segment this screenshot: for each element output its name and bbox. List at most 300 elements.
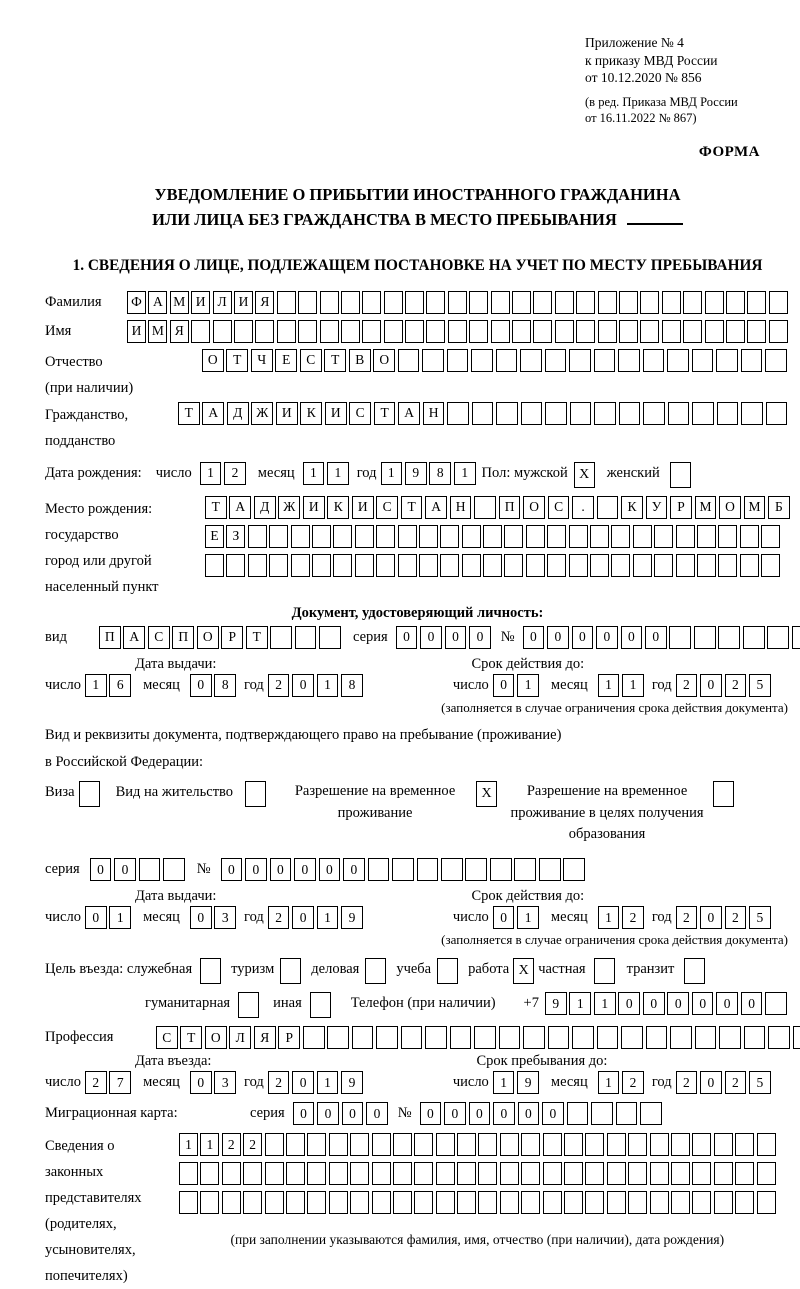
cell[interactable]: 3 xyxy=(214,1071,236,1094)
cell[interactable] xyxy=(234,320,253,343)
cell[interactable]: К xyxy=(621,496,643,519)
cell[interactable] xyxy=(500,1133,519,1156)
cell[interactable] xyxy=(376,525,395,548)
cell[interactable]: И xyxy=(352,496,374,519)
cell[interactable] xyxy=(327,1026,349,1049)
cell[interactable] xyxy=(333,525,352,548)
cell[interactable]: М xyxy=(170,291,189,314)
cell[interactable] xyxy=(222,1191,241,1214)
cell[interactable]: Т xyxy=(401,496,423,519)
valid-month-cells[interactable] xyxy=(598,674,644,697)
until-year-cells[interactable] xyxy=(676,1071,771,1094)
cell[interactable]: А xyxy=(123,626,145,649)
cell[interactable] xyxy=(191,320,210,343)
cell[interactable] xyxy=(320,291,339,314)
cell[interactable] xyxy=(393,1133,412,1156)
cell[interactable]: 1 xyxy=(317,906,339,929)
cell[interactable]: Т xyxy=(324,349,346,372)
cell[interactable] xyxy=(500,1162,519,1185)
cell[interactable] xyxy=(483,554,502,577)
cell[interactable] xyxy=(213,320,232,343)
purpose-other-checkbox[interactable] xyxy=(310,992,331,1018)
cell[interactable] xyxy=(291,554,310,577)
cell[interactable] xyxy=(139,858,161,881)
cell[interactable]: 9 xyxy=(517,1071,539,1094)
cell[interactable] xyxy=(741,349,763,372)
cell[interactable]: 3 xyxy=(214,906,236,929)
cell[interactable]: 7 xyxy=(109,1071,131,1094)
cell[interactable] xyxy=(179,1162,198,1185)
cell[interactable] xyxy=(265,1191,284,1214)
cell[interactable]: Т xyxy=(246,626,268,649)
birth-place-cells-row2[interactable] xyxy=(205,525,790,548)
purpose-work-checkbox[interactable] xyxy=(513,958,534,984)
cell[interactable] xyxy=(200,1191,219,1214)
cell[interactable]: 0 xyxy=(700,674,722,697)
cell[interactable] xyxy=(384,291,403,314)
cell[interactable] xyxy=(393,1191,412,1214)
cell[interactable] xyxy=(405,320,424,343)
cell[interactable] xyxy=(319,626,341,649)
cell[interactable] xyxy=(355,554,374,577)
cell[interactable]: К xyxy=(300,402,322,425)
cell[interactable] xyxy=(200,1162,219,1185)
cell[interactable] xyxy=(671,1191,690,1214)
cell[interactable] xyxy=(671,1133,690,1156)
cell[interactable]: 0 xyxy=(716,992,738,1015)
cell[interactable] xyxy=(726,320,745,343)
cell[interactable] xyxy=(576,320,595,343)
cell[interactable] xyxy=(372,1133,391,1156)
cell[interactable]: М xyxy=(744,496,766,519)
cell[interactable] xyxy=(766,402,788,425)
cell[interactable] xyxy=(714,1191,733,1214)
cell[interactable] xyxy=(248,554,267,577)
cell[interactable] xyxy=(667,349,689,372)
cell[interactable]: 2 xyxy=(268,1071,290,1094)
cell[interactable]: Л xyxy=(229,1026,251,1049)
cell[interactable]: 0 xyxy=(342,1102,364,1125)
cell[interactable]: 0 xyxy=(692,992,714,1015)
cell[interactable] xyxy=(713,781,734,807)
cell[interactable] xyxy=(243,1162,262,1185)
cell[interactable] xyxy=(368,858,390,881)
stay-series-cells[interactable] xyxy=(90,858,185,881)
cell[interactable]: С xyxy=(300,349,322,372)
cell[interactable]: Я xyxy=(254,1026,276,1049)
cell[interactable] xyxy=(543,1162,562,1185)
cell[interactable] xyxy=(419,554,438,577)
cell[interactable]: 0 xyxy=(572,626,594,649)
visa-checkbox[interactable] xyxy=(79,781,100,807)
phone-cells[interactable] xyxy=(545,992,787,1015)
cell[interactable] xyxy=(590,554,609,577)
cell[interactable]: 0 xyxy=(493,906,515,929)
cell[interactable]: 0 xyxy=(523,626,545,649)
cell[interactable] xyxy=(590,525,609,548)
cell[interactable] xyxy=(697,554,716,577)
cell[interactable] xyxy=(569,554,588,577)
cell[interactable] xyxy=(628,1191,647,1214)
entry-year-cells[interactable] xyxy=(268,1071,363,1094)
cell[interactable] xyxy=(469,320,488,343)
cell[interactable] xyxy=(564,1162,583,1185)
cell[interactable]: А xyxy=(148,291,167,314)
cell[interactable]: 1 xyxy=(303,462,325,485)
cell[interactable] xyxy=(491,291,510,314)
cell[interactable]: 1 xyxy=(85,674,107,697)
issue-month-cells[interactable] xyxy=(190,674,236,697)
cell[interactable]: А xyxy=(202,402,224,425)
cell[interactable]: 1 xyxy=(200,462,222,485)
cell[interactable] xyxy=(570,402,592,425)
cell[interactable]: 2 xyxy=(676,1071,698,1094)
cell[interactable] xyxy=(716,349,738,372)
cell[interactable] xyxy=(437,958,458,984)
cell[interactable] xyxy=(245,781,266,807)
cell[interactable] xyxy=(545,402,567,425)
cell[interactable] xyxy=(628,1133,647,1156)
cell[interactable]: 0 xyxy=(596,626,618,649)
cell[interactable] xyxy=(483,525,502,548)
cell[interactable] xyxy=(341,291,360,314)
cell[interactable]: 0 xyxy=(621,626,643,649)
cell[interactable] xyxy=(543,1191,562,1214)
cell[interactable]: 1 xyxy=(594,992,616,1015)
cell[interactable]: 1 xyxy=(327,462,349,485)
cell[interactable]: И xyxy=(325,402,347,425)
cell[interactable] xyxy=(547,554,566,577)
doc-series-cells[interactable] xyxy=(396,626,491,649)
cell[interactable] xyxy=(628,1162,647,1185)
cell[interactable] xyxy=(226,554,245,577)
cell[interactable]: П xyxy=(499,496,521,519)
cell[interactable] xyxy=(695,1026,717,1049)
cell[interactable]: Т xyxy=(226,349,248,372)
cell[interactable]: 2 xyxy=(725,674,747,697)
cell[interactable] xyxy=(520,349,542,372)
cell[interactable]: 9 xyxy=(341,1071,363,1094)
cell[interactable] xyxy=(500,1191,519,1214)
birth-place-cells-row1[interactable] xyxy=(205,496,790,519)
cell[interactable] xyxy=(741,402,763,425)
cell[interactable] xyxy=(243,1191,262,1214)
cell[interactable]: 0 xyxy=(420,626,442,649)
cell[interactable] xyxy=(564,1133,583,1156)
cell[interactable] xyxy=(372,1162,391,1185)
cell[interactable] xyxy=(718,554,737,577)
cell[interactable]: 0 xyxy=(396,626,418,649)
migration-series-cells[interactable] xyxy=(293,1102,388,1125)
cell[interactable] xyxy=(414,1162,433,1185)
cell[interactable] xyxy=(457,1191,476,1214)
cell[interactable] xyxy=(526,554,545,577)
cell[interactable] xyxy=(714,1133,733,1156)
issue-day-cells[interactable] xyxy=(85,674,131,697)
cell[interactable] xyxy=(329,1191,348,1214)
cell[interactable] xyxy=(646,1026,668,1049)
cell[interactable] xyxy=(683,291,702,314)
cell[interactable] xyxy=(676,554,695,577)
cell[interactable]: X xyxy=(574,462,595,488)
cell[interactable]: 0 xyxy=(645,626,667,649)
cell[interactable]: О xyxy=(719,496,741,519)
cell[interactable]: 1 xyxy=(493,1071,515,1094)
cell[interactable] xyxy=(350,1191,369,1214)
cell[interactable]: 2 xyxy=(222,1133,241,1156)
cell[interactable] xyxy=(692,1162,711,1185)
cell[interactable] xyxy=(238,992,259,1018)
cell[interactable] xyxy=(329,1162,348,1185)
stay-issue-day-cells[interactable] xyxy=(85,906,131,929)
cell[interactable] xyxy=(569,525,588,548)
cell[interactable] xyxy=(298,320,317,343)
cell[interactable] xyxy=(692,349,714,372)
cell[interactable] xyxy=(447,402,469,425)
cell[interactable] xyxy=(705,320,724,343)
cell[interactable]: 1 xyxy=(517,906,539,929)
cell[interactable] xyxy=(163,858,185,881)
cell[interactable]: 0 xyxy=(643,992,665,1015)
cell[interactable]: А xyxy=(398,402,420,425)
cell[interactable] xyxy=(426,291,445,314)
cell[interactable] xyxy=(718,525,737,548)
cell[interactable]: 1 xyxy=(598,906,620,929)
cell[interactable]: Е xyxy=(275,349,297,372)
cell[interactable] xyxy=(270,626,292,649)
cell[interactable] xyxy=(419,525,438,548)
cell[interactable]: 0 xyxy=(618,992,640,1015)
cell[interactable] xyxy=(179,1191,198,1214)
cell[interactable] xyxy=(533,291,552,314)
cell[interactable]: X xyxy=(513,958,534,984)
cell[interactable] xyxy=(769,291,788,314)
cell[interactable] xyxy=(398,554,417,577)
cell[interactable]: П xyxy=(99,626,121,649)
entry-month-cells[interactable] xyxy=(190,1071,236,1094)
cell[interactable] xyxy=(555,291,574,314)
cell[interactable] xyxy=(765,349,787,372)
cell[interactable] xyxy=(255,320,274,343)
cell[interactable] xyxy=(757,1191,776,1214)
cell[interactable] xyxy=(597,1026,619,1049)
cell[interactable] xyxy=(436,1133,455,1156)
cell[interactable] xyxy=(740,554,759,577)
cell[interactable]: С xyxy=(349,402,371,425)
cell[interactable] xyxy=(747,320,766,343)
purpose-official-checkbox[interactable] xyxy=(200,958,221,984)
cell[interactable] xyxy=(405,291,424,314)
cell[interactable] xyxy=(650,1191,669,1214)
cell[interactable]: 2 xyxy=(725,1071,747,1094)
cell[interactable]: 0 xyxy=(90,858,112,881)
cell[interactable]: 0 xyxy=(420,1102,442,1125)
surname-cells[interactable] xyxy=(127,291,788,314)
cell[interactable] xyxy=(320,320,339,343)
cell[interactable] xyxy=(422,349,444,372)
cell[interactable]: 0 xyxy=(518,1102,540,1125)
cell[interactable] xyxy=(478,1133,497,1156)
cell[interactable] xyxy=(365,958,386,984)
cell[interactable]: 0 xyxy=(190,906,212,929)
cell[interactable]: О xyxy=(373,349,395,372)
cell[interactable]: Р xyxy=(278,1026,300,1049)
cell[interactable]: О xyxy=(205,1026,227,1049)
cell[interactable] xyxy=(640,291,659,314)
cell[interactable]: 1 xyxy=(381,462,403,485)
cell[interactable]: С xyxy=(156,1026,178,1049)
cell[interactable]: 0 xyxy=(293,1102,315,1125)
cell[interactable]: 0 xyxy=(343,858,365,881)
cell[interactable]: И xyxy=(127,320,146,343)
cell[interactable]: Р xyxy=(670,496,692,519)
cell[interactable]: 1 xyxy=(517,674,539,697)
cell[interactable] xyxy=(392,858,414,881)
cell[interactable] xyxy=(414,1191,433,1214)
cell[interactable] xyxy=(496,402,518,425)
cell[interactable]: 1 xyxy=(598,674,620,697)
until-day-cells[interactable] xyxy=(493,1071,539,1094)
cell[interactable] xyxy=(563,858,585,881)
cell[interactable] xyxy=(761,525,780,548)
cell[interactable] xyxy=(526,525,545,548)
cell[interactable]: Ж xyxy=(251,402,273,425)
cell[interactable]: А xyxy=(229,496,251,519)
cell[interactable] xyxy=(277,291,296,314)
issue-year-cells[interactable] xyxy=(268,674,363,697)
cell[interactable] xyxy=(543,1133,562,1156)
cell[interactable] xyxy=(643,402,665,425)
cell[interactable] xyxy=(569,349,591,372)
cell[interactable] xyxy=(312,525,331,548)
cell[interactable] xyxy=(401,1026,423,1049)
cell[interactable] xyxy=(684,958,705,984)
cell[interactable] xyxy=(594,349,616,372)
cell[interactable] xyxy=(594,958,615,984)
cell[interactable] xyxy=(472,402,494,425)
cell[interactable] xyxy=(362,320,381,343)
cell[interactable] xyxy=(598,320,617,343)
cell[interactable] xyxy=(654,525,673,548)
cell[interactable] xyxy=(462,525,481,548)
cell[interactable] xyxy=(521,1162,540,1185)
cell[interactable] xyxy=(539,858,561,881)
cell[interactable]: 2 xyxy=(622,906,644,929)
cell[interactable] xyxy=(640,1102,662,1125)
cell[interactable] xyxy=(735,1133,754,1156)
cell[interactable]: Р xyxy=(221,626,243,649)
cell[interactable] xyxy=(619,320,638,343)
cell[interactable]: 0 xyxy=(245,858,267,881)
stay-valid-day-cells[interactable] xyxy=(493,906,539,929)
cell[interactable] xyxy=(521,1191,540,1214)
cell[interactable]: С xyxy=(376,496,398,519)
cell[interactable]: 1 xyxy=(317,1071,339,1094)
cell[interactable] xyxy=(384,320,403,343)
cell[interactable] xyxy=(717,402,739,425)
sex-male-checkbox[interactable] xyxy=(574,462,595,488)
cell[interactable]: И xyxy=(191,291,210,314)
cell[interactable] xyxy=(398,349,420,372)
cell[interactable]: А xyxy=(425,496,447,519)
cell[interactable] xyxy=(277,320,296,343)
cell[interactable] xyxy=(307,1191,326,1214)
cell[interactable]: 1 xyxy=(598,1071,620,1094)
cell[interactable] xyxy=(307,1133,326,1156)
cell[interactable] xyxy=(576,291,595,314)
cell[interactable]: Ф xyxy=(127,291,146,314)
doc-kind-cells[interactable] xyxy=(99,626,341,649)
cell[interactable]: 1 xyxy=(179,1133,198,1156)
cell[interactable]: Б xyxy=(768,496,790,519)
cell[interactable] xyxy=(372,1191,391,1214)
cell[interactable] xyxy=(757,1133,776,1156)
migration-number-cells[interactable] xyxy=(420,1102,662,1125)
cell[interactable] xyxy=(735,1191,754,1214)
cell[interactable] xyxy=(719,1026,741,1049)
cell[interactable] xyxy=(465,858,487,881)
cell[interactable] xyxy=(362,291,381,314)
cell[interactable]: Ж xyxy=(278,496,300,519)
cell[interactable] xyxy=(414,1133,433,1156)
cell[interactable]: 0 xyxy=(741,992,763,1015)
cell[interactable] xyxy=(303,1026,325,1049)
purpose-humanitarian-checkbox[interactable] xyxy=(238,992,259,1018)
cell[interactable] xyxy=(533,320,552,343)
cell[interactable]: 0 xyxy=(547,626,569,649)
cell[interactable] xyxy=(496,349,518,372)
cell[interactable] xyxy=(436,1162,455,1185)
cell[interactable] xyxy=(504,525,523,548)
cell[interactable]: 5 xyxy=(749,906,771,929)
cell[interactable] xyxy=(670,1026,692,1049)
legal-reps-cells-row1[interactable] xyxy=(179,1133,776,1156)
cell[interactable]: И xyxy=(303,496,325,519)
cell[interactable] xyxy=(683,320,702,343)
purpose-tourism-checkbox[interactable] xyxy=(280,958,301,984)
cell[interactable]: 0 xyxy=(317,1102,339,1125)
cell[interactable] xyxy=(697,525,716,548)
cell[interactable] xyxy=(545,349,567,372)
cell[interactable]: 0 xyxy=(444,1102,466,1125)
cell[interactable] xyxy=(79,781,100,807)
cell[interactable] xyxy=(269,554,288,577)
cell[interactable] xyxy=(393,1162,412,1185)
cell[interactable] xyxy=(441,858,463,881)
cell[interactable] xyxy=(607,1133,626,1156)
cell[interactable] xyxy=(469,291,488,314)
birth-year-cells[interactable] xyxy=(381,462,476,485)
cell[interactable]: 0 xyxy=(366,1102,388,1125)
cell[interactable] xyxy=(735,1162,754,1185)
entry-day-cells[interactable] xyxy=(85,1071,131,1094)
cell[interactable] xyxy=(744,1026,766,1049)
cell[interactable] xyxy=(329,1133,348,1156)
cell[interactable] xyxy=(417,858,439,881)
purpose-study-checkbox[interactable] xyxy=(437,958,458,984)
cell[interactable] xyxy=(597,496,619,519)
cell[interactable] xyxy=(555,320,574,343)
cell[interactable]: 0 xyxy=(493,1102,515,1125)
purpose-business-checkbox[interactable] xyxy=(365,958,386,984)
cell[interactable]: Т xyxy=(374,402,396,425)
profession-cells[interactable] xyxy=(156,1026,800,1049)
cell[interactable] xyxy=(490,858,512,881)
cell[interactable] xyxy=(350,1162,369,1185)
cell[interactable]: 0 xyxy=(700,1071,722,1094)
cell[interactable] xyxy=(650,1133,669,1156)
cell[interactable]: 1 xyxy=(622,674,644,697)
